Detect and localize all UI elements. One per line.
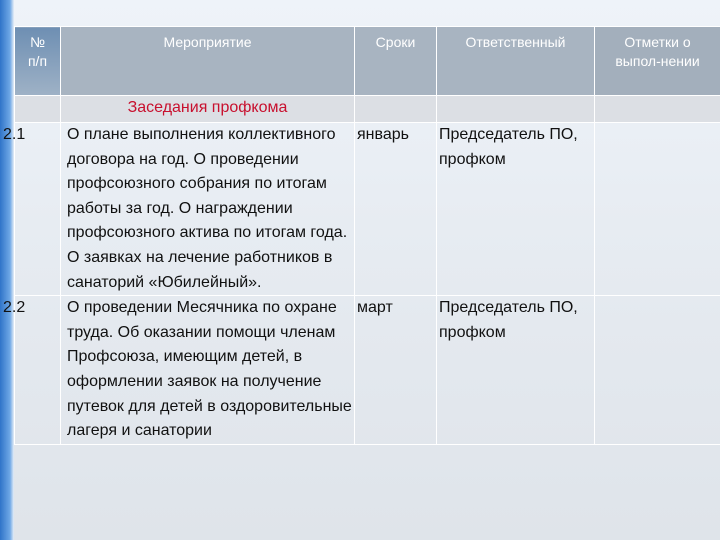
table-row: [15, 296, 720, 445]
row-notes: [595, 123, 720, 296]
header-responsible: Ответственный: [437, 27, 595, 96]
row-event: О плане выполнения коллективного договора на год. О проведении профсоюзного собрания по итогам работы за год. О награждении профсоюзного актива по итогам года. О заявках на лечение работников в санаторий «Юбилейный».: [61, 123, 355, 296]
row-responsible: Председатель ПО, профком: [437, 296, 595, 445]
row-term: январь: [355, 123, 437, 296]
header-event: Мероприятие: [61, 27, 355, 96]
header-number: № п/п: [15, 27, 61, 96]
slide: [3, 0, 720, 540]
section-responsible-cell: [437, 96, 595, 123]
events-table: [3, 26, 720, 445]
section-title: Заседания профкома: [61, 96, 355, 123]
section-notes-cell: [595, 96, 720, 123]
row-term: март: [355, 296, 437, 445]
table-row: [15, 123, 720, 296]
row-event: О проведении Месячника по охране труда. Об оказании помощи членам Профсоюза, имеющим детей, в оформлении заявок на получение путевок для детей в оздоровительные лагеря и санатории: [61, 296, 355, 445]
section-row: [15, 96, 720, 123]
row-responsible: Председатель ПО, профком: [437, 123, 595, 296]
row-number: 2.2: [15, 296, 61, 445]
section-term-cell: [355, 96, 437, 123]
row-number: 2.1: [15, 123, 61, 296]
header-notes: Отметки о выпол-нении: [595, 27, 720, 96]
header-term: Сроки: [355, 27, 437, 96]
table-header-row: [15, 27, 720, 96]
row-notes: [595, 296, 720, 445]
section-number-cell: [15, 96, 61, 123]
